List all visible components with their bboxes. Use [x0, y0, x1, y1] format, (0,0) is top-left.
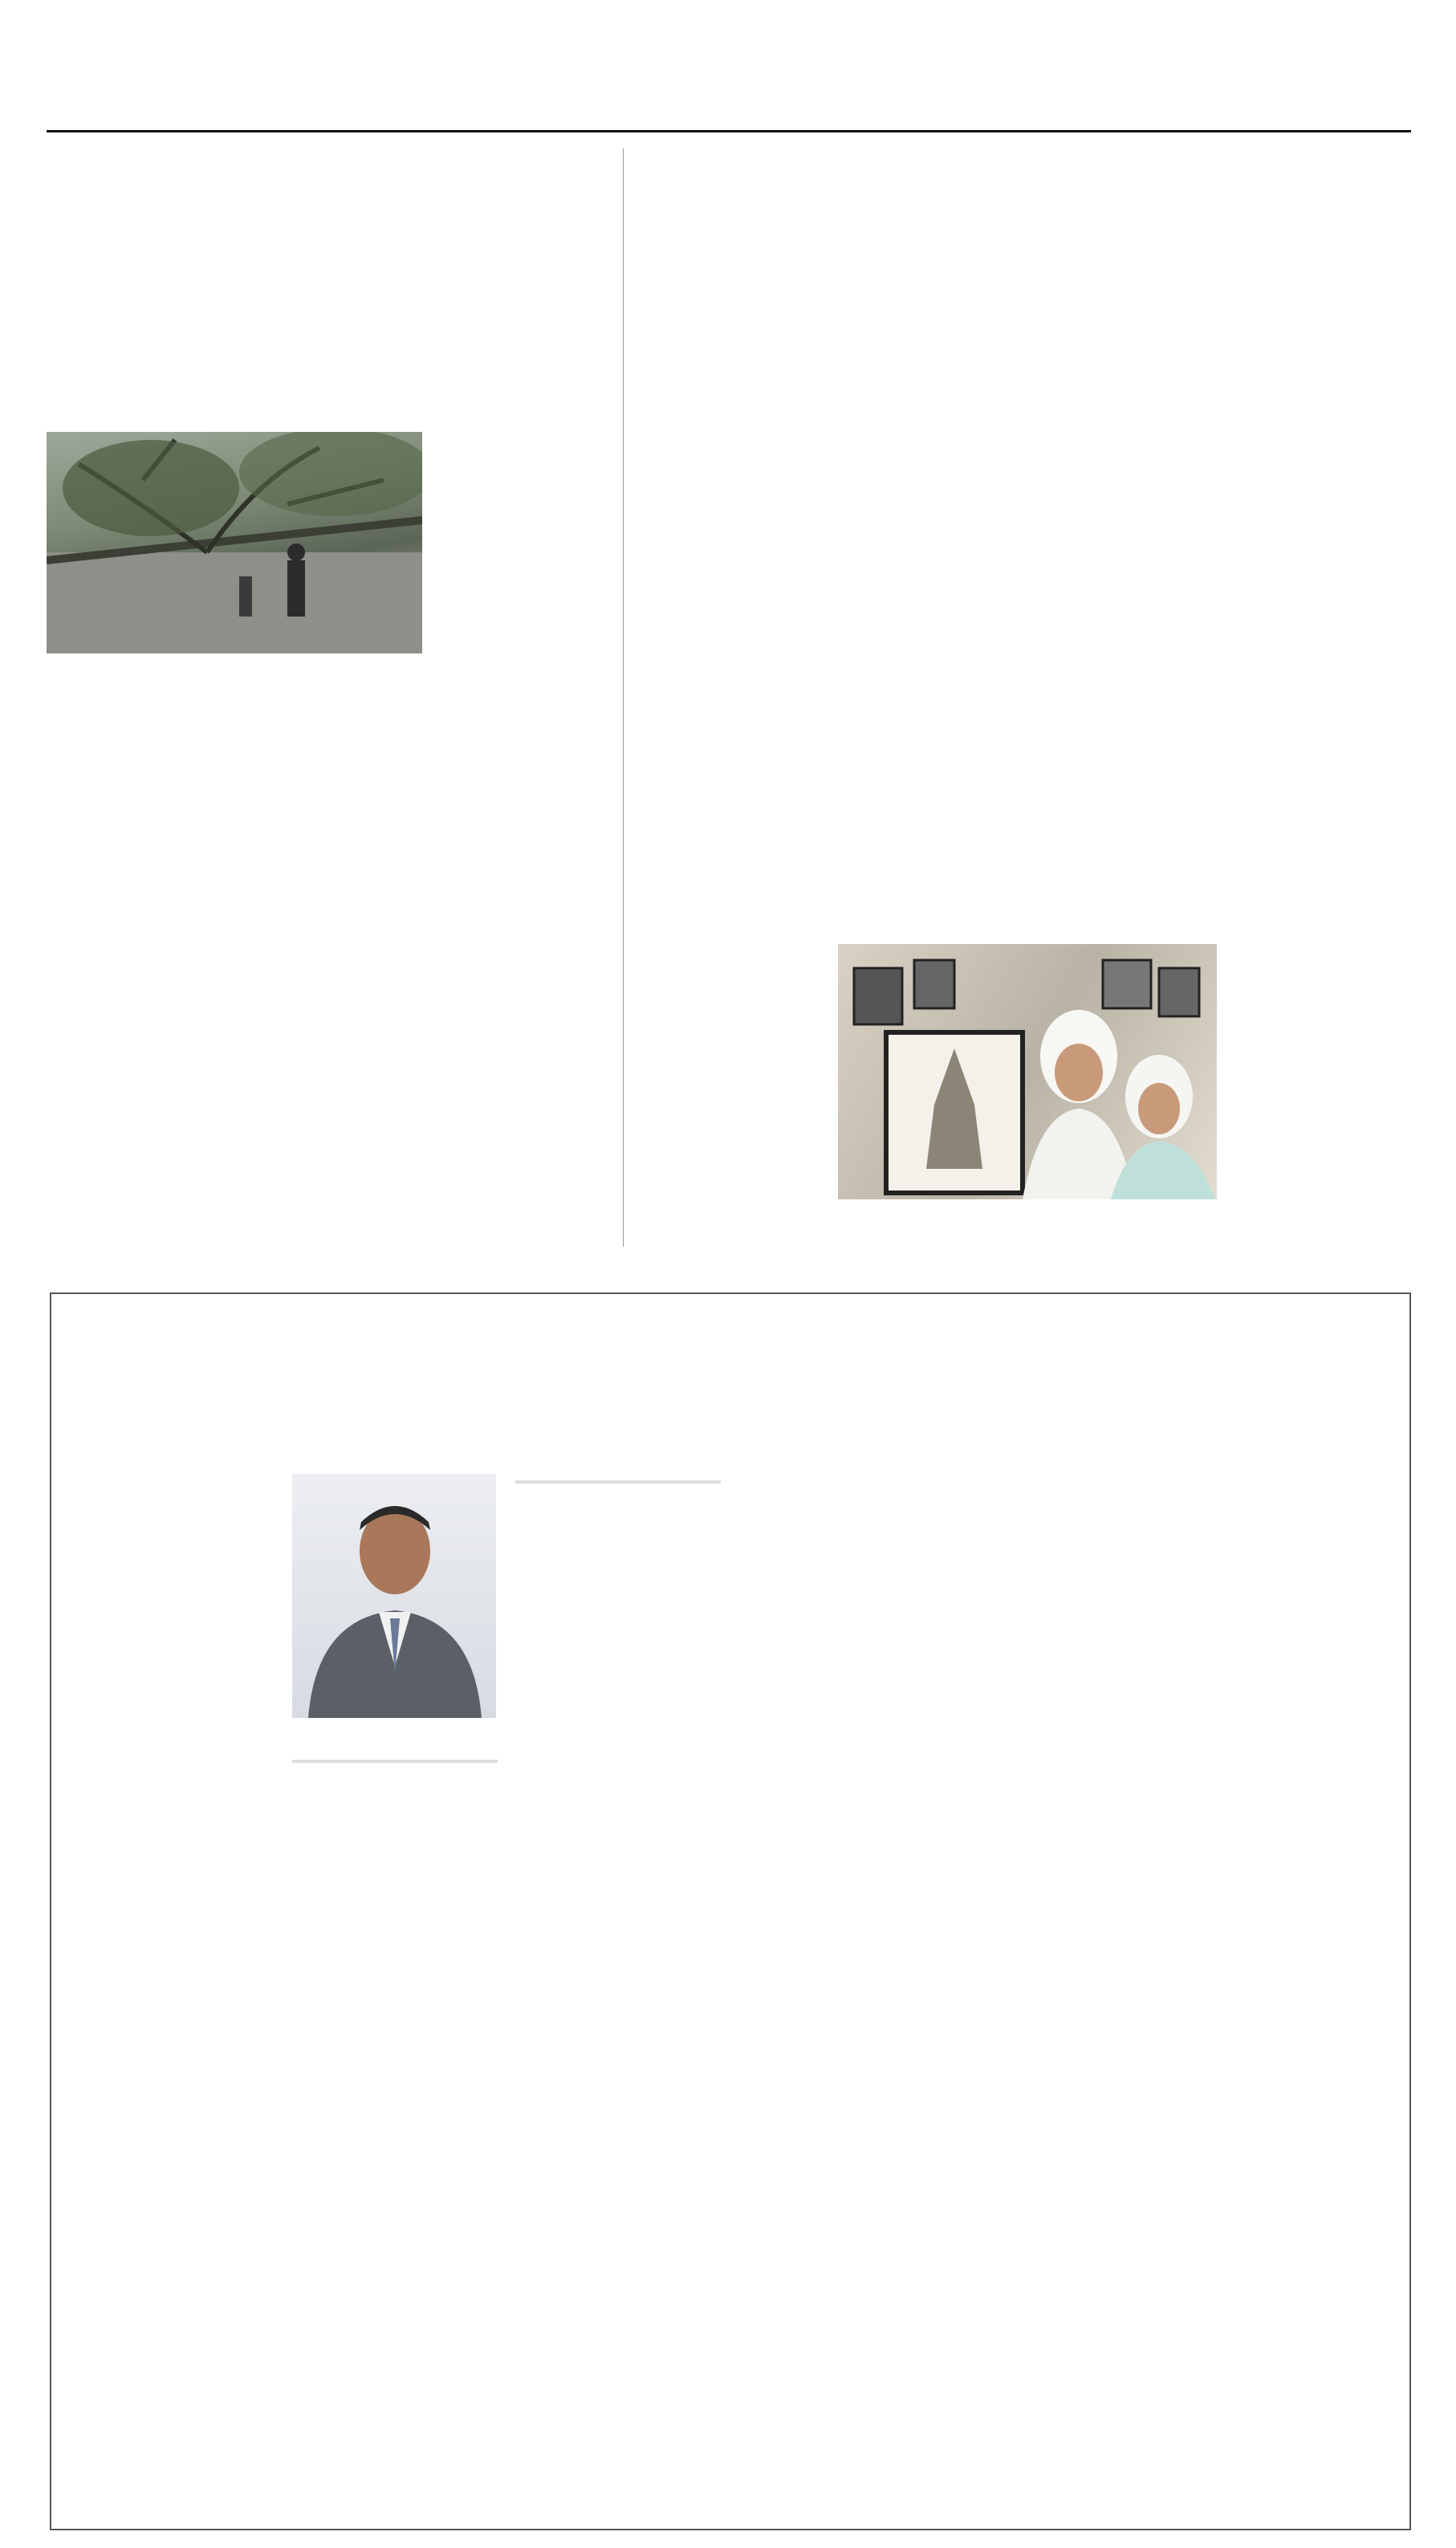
exhibition-photo [838, 944, 1217, 1199]
a1-photo [47, 432, 422, 653]
a5-col1 [72, 1475, 278, 2519]
a2-col4 [1233, 268, 1411, 670]
digital-economy-chart [72, 2367, 506, 2511]
header-rule [47, 130, 1411, 132]
a5-headline [50, 1368, 1411, 1440]
column-divider [623, 149, 624, 1247]
a3-col1 [47, 806, 321, 1248]
a4-col2 [838, 755, 1019, 939]
portrait-photo [292, 1474, 496, 1718]
a3-col2 [337, 806, 600, 1248]
a5-col5 [962, 1750, 1167, 2519]
a2-col2 [835, 340, 1016, 678]
a1-col3 [435, 249, 600, 714]
a1-col2 [244, 249, 422, 433]
a1-col1 [47, 249, 230, 433]
demography-umkm-chart [738, 1501, 1397, 1702]
a5-col3 [515, 1475, 721, 2519]
a4-photo [838, 944, 1217, 1199]
a2-col3 [1027, 340, 1209, 678]
a4-col1 [642, 755, 824, 1252]
fallen-tree-photo [47, 432, 422, 653]
a4-col4 [1233, 755, 1411, 1252]
a5-col2 [292, 1755, 498, 2373]
a4-col3 [1034, 755, 1217, 939]
a5-photo [292, 1474, 496, 1718]
a2-col1 [642, 340, 824, 678]
a5-col6 [1185, 1750, 1390, 2519]
a5-col4 [738, 1750, 944, 2519]
